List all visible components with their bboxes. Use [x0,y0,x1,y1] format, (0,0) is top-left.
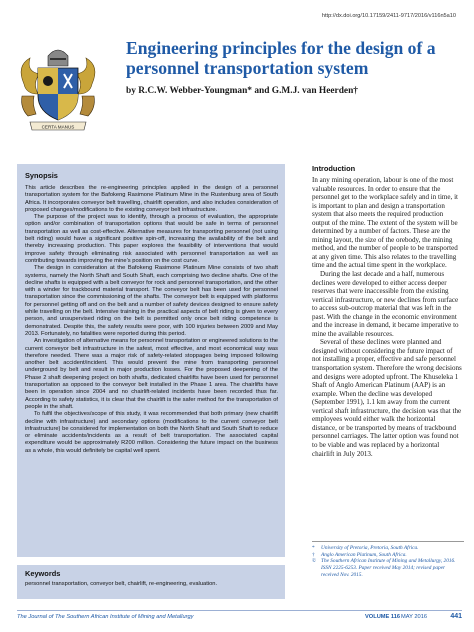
introduction-paragraph: During the last decade and a half, numerous declines were developed to either access deeper reserves that were inaccessible from the existing vertical infrastructure, or new declines from surface to access sub-outcrop material that was left in the past. With the change in the economic environment and the increase in demand, it became imperative to mine the available resources. [312,270,459,338]
affiliation-symbol: * [312,545,315,551]
introduction-paragraph: In any mining operation, labour is one of the most valuable resources. In order to ensure that the personnel get to the workplace safely and in time, it is important to plan and design a transportation system that also meets the required production output of the mine. The extent of the system will be determined by a number of factors. These are the mining layout, the size of the orebody, the mining method, and the number of people to be transported at any given time. This also relates to the travelling time and the actual time spent in the workplace. [312,176,458,270]
keywords-text: personnel transportation, conveyor belt, chairlift, re-engineering, evaluation. [25,581,218,587]
keywords-heading: Keywords [25,569,61,578]
footer-divider [17,610,462,611]
affiliation-text: University of Pretoria, Pretoria, South Africa. [321,545,419,551]
footer-month: MAY 2016 [401,614,428,620]
doi-link[interactable]: http://dx.doi.org/10.17159/2411-9717/2016/v116n5a10 [321,13,456,19]
page-footer [17,614,462,624]
introduction-section [312,164,462,458]
keywords-box [17,565,285,599]
footer-volume: VOLUME 116 [365,614,401,620]
affiliation-symbol: † [312,551,315,558]
synopsis-heading: Synopsis [25,171,58,180]
affiliation-text: Anglo American Platinum, South Africa. [321,551,407,558]
motto-text: CERTA MANUS [41,124,75,130]
introduction-heading: Introduction [312,164,356,173]
page-title: Engineering principles for the design of a personnel transportation system [126,38,436,78]
introduction-paragraph: Several of these declines were planned and designed without considering the future impact of not installing a proper, effective and safe personnel transportation system. Therefore the wrong decisions and designs were adopted upfront. The Khuseleka 1 Shaft of Anglo American Platinum (AAP) is an example. When the decline was developed (September 1991), 1.1 km away from the current vertical shaft infrastructure, the decision was that the employees would either walk the horizontal distance, or be transported by means of trackbound personnel carriages. The latter option was found not to be viable and was replaced by a horizontal chairlift in July 2013. [312,338,462,458]
affiliation-text: The Southern African Institute of Mining and Metallurgy, 2016. ISSN 2225-6253. Paper received May 2014; revised paper received Nov. 2015. [321,558,456,578]
footer-journal: The Journal of The Southern African Institute of Mining and Metallurgy [17,614,194,620]
affiliations [312,541,464,579]
synopsis-box [17,164,285,557]
synopsis-body [25,185,278,455]
affiliation-item [312,558,464,578]
synopsis-paragraph: The purpose of the project was to identify, through a process of evaluation, the appropriate option and/or combination of transportation options that would be safe in terms of personnel transportation as well as cost-effective. Alternative measures for transporting personnel (not using belt riding) would have a significant positive spin-off, increasing the availability of the belt and thereby increasing production. This paper explores the feasibility of interventions that would improve safety through eliminating risk associated with personnel transportation as well as contributing towards improving the mine’s position on the cost curve. [25,214,278,264]
synopsis-paragraph: The design in consideration at the Bafokeng Rasimone Platinum Mine consists of two shaft systems, namely the North Shaft and South Shaft, each comprising two decline shafts. One of the decline shafts is equipped with a belt conveyor for rock and personnel transportation, and the other with a winder for trackbound material transport. The conveyor belt has been used for personnel transportation since the commissioning of the shafts. The conveyor belt is equipped with platforms for personnel getting off and on the belt and a number of safety devices designed to ensure safety while travelling on the belt. Intensive training in the practical aspects of belt riding is given to every person, and unsupervised riding on the belt is permitted only once belt riding competence is demonstrated. Despite this, the safety results were poor, with 100 injuries between 2009 and May 2013. Fortunately, no fatalities were reported during this period. [25,265,278,337]
saimm-crest-icon [14,44,102,138]
affiliation-item [312,545,464,552]
synopsis-paragraph: This article describes the re-engineering principles applied in the design of a personnel transportation system for the Bafokeng Rasimone Platinum Mine in the Rustenburg area of South Africa. It incorporates conveyor belt travelling, chairlift operation, and also includes consideration of proposed changes/modifications to the existing conveyor belt infrastructure. [25,185,278,213]
page-number: 441 [450,613,462,620]
synopsis-paragraph: An investigation of alternative means for personnel transportation or engineered solutions to the current conveyor belt infrastructure in the safest, most effective, and most economical way was therefore needed. There was a major risk of safety-related stoppages being imposed following another belt accident/incident. This would prevent the mine from transporting personnel underground by belt and result in major production losses. For the proposed deepening of the Phase 2 shaft deepening project on both shafts, dedicated chairlifts have been used for personnel transportation as opposed to the conveyor belt installed in the Phase 1 area. The chairlifts have been in operation since 2004 and no chairlift-related incidents have been recorded thus far. According to safety statistics, it is clear that the chairlift is the safer method for the transportation of people in the shaft. [25,338,278,410]
affiliation-symbol: © [312,558,317,565]
synopsis-paragraph: To fulfil the objectives/scope of this study, it was recommended that both primary (new chairlift decline with infrastructure) and secondary options (modifications to the current conveyor belt infrastructure) be considered for implementation on both the North Shaft and South Shaft to reduce or eliminate accidents/incidents as a result of belt transportation. The associated capital expenditure would be approximately R200 million. Considering the future impact on the business as a whole, this would definitely be capital well spent. [25,411,278,454]
byline: by R.C.W. Webber-Youngman* and G.M.J. van Heerden† [126,86,358,96]
